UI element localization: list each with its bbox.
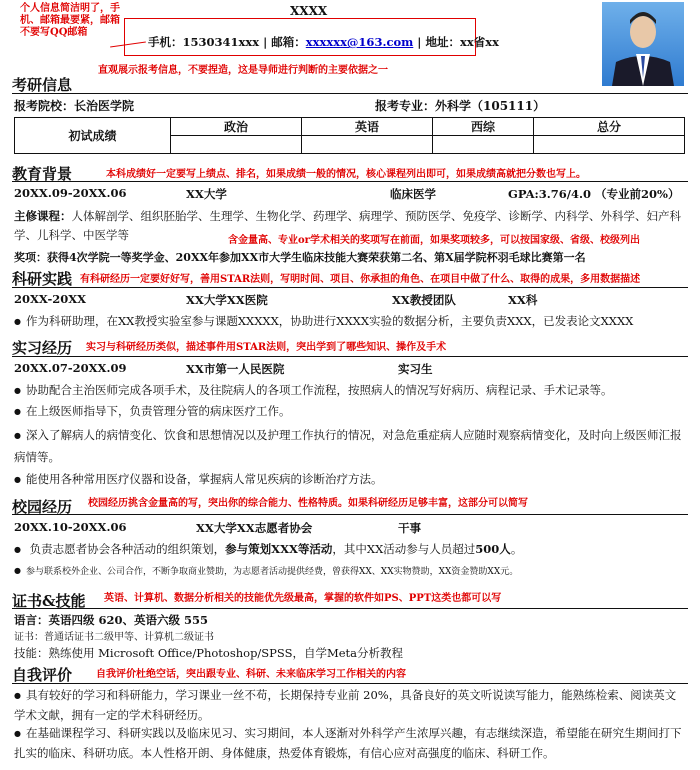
address-label: 地址：: [425, 35, 460, 49]
grades-table: [14, 117, 685, 154]
internship-note: 实习与科研经历类似，描述事件用STAR法则，突出学到了哪些知识、操作及手术: [86, 342, 447, 353]
courses-label: 主修课程：: [14, 209, 72, 223]
score-total: [534, 136, 685, 154]
candidate-name: XXXX: [290, 4, 328, 18]
score-politics: [171, 136, 302, 154]
evaluation-section-title: 自我评价: [12, 666, 73, 684]
campus-period: 20XX.10-20XX.06: [14, 520, 127, 534]
skills-rule: [12, 608, 688, 609]
intern-item-2: ● 在上级医师指导下，负责管理分管的病床医疗工作。: [14, 403, 290, 419]
exam-rule: [12, 93, 688, 94]
contact-line: 手机：1530341xxx | 邮箱：xxxxxx@163.com | 地址：xx省xx: [148, 35, 499, 49]
intern-item-4: ● 能使用各种常用医疗仪器和设备，掌握病人常见疾病的诊断治疗方法。: [14, 471, 382, 487]
email-label: 邮箱：: [271, 35, 306, 49]
campus-item-1: [14, 541, 522, 557]
exam-major: 报考专业：外科学（105111）: [375, 99, 546, 113]
score-english: [302, 136, 433, 154]
skills-cert: 证书：普通话证书二级甲等、计算机二级证书: [14, 632, 214, 643]
internship-rule: [12, 356, 688, 357]
intern-role: 实习生: [398, 362, 433, 376]
education-rule: [12, 181, 688, 182]
campus-rule: [12, 514, 688, 515]
research-note: 有科研经历一定要好好写，善用STAR法则，写明时间、项目、你承担的角色、在项目中做了什么、取得的成果，多用数据描述: [80, 274, 641, 285]
subject-comprehensive: 西综: [433, 118, 534, 136]
intern-item-3: ● 深入了解病人的病情变化、饮食和思想情况以及护理工作执行的情况，对急危重症病人应随时观察病情变化，及时向上级医师汇报病情等。: [14, 425, 686, 467]
email-link[interactable]: xxxxxx@163.com: [305, 35, 414, 49]
edu-awards: 奖项：获得4次学院一等奖学金、20XX年参加XX市大学生临床技能大赛荣获第二名、第X届学院杯羽毛球比赛第一名: [14, 251, 586, 264]
subject-english: 英语: [302, 118, 433, 136]
skills-language: 语言：英语四级 620、英语六级 555: [14, 613, 209, 627]
profile-photo: [602, 2, 684, 86]
courses-list: 人体解剖学、组织胚胎学、生理学、生物化学、药理学、病理学、预防医学、免疫学、诊断学、内科学、外科学、妇产科学、儿科学、中医学等: [14, 209, 681, 242]
intern-org: XX市第一人民医院: [186, 362, 285, 376]
research-rule: [12, 287, 688, 288]
skills-tech: 技能：熟练使用 Microsoft Office/Photoshop/SPSS，自学Meta分析教程: [14, 646, 404, 660]
intern-period: 20XX.07-20XX.09: [14, 361, 127, 375]
campus-item-1c: ，其中XX活动参与人员超过: [332, 542, 476, 556]
edu-major: 临床医学: [390, 187, 436, 201]
evaluation-item-2: ● 在基础课程学习、科研实践以及临床见习、实习期间，本人逐渐对外科学产生浓厚兴趣，有志继续深造，希望能在研究生期间打下扎实的临床、科研功底。本人性格开朗、身体健康，热爱体育锻炼，有信心应对高强度的临床、科研工作。: [14, 724, 686, 762]
campus-org: XX大学XX志愿者协会: [196, 521, 313, 535]
exam-section-title: 考研信息: [12, 76, 73, 94]
skills-section-title: 证书&技能: [12, 592, 86, 610]
research-section-title: 科研实践: [12, 270, 73, 288]
score-comprehensive: [433, 136, 534, 154]
research-period: 20XX-20XX: [14, 292, 87, 306]
campus-role: 干事: [398, 521, 421, 535]
evaluation-note: 自我评价杜绝空话，突出跟专业、科研、未来临床学习工作相关的内容: [96, 669, 406, 680]
subject-politics: 政治: [171, 118, 302, 136]
phone-label: 手机：: [148, 35, 183, 49]
exam-school: 报考院校：长治医学院: [14, 99, 135, 113]
evaluation-item-1: ● 具有较好的学习和科研能力，学习课业一丝不苟，长期保持专业前 20%，具备良好的英文听说读写能力，能熟练检索、阅读英文学术文献，拥有一定的学术科研经历。: [14, 686, 686, 724]
research-team: XX教授团队: [392, 293, 456, 307]
edu-period: 20XX.09-20XX.06: [14, 186, 127, 200]
research-dept: XX科: [508, 293, 538, 307]
campus-section-title: 校园经历: [12, 498, 73, 516]
evaluation-rule: [12, 683, 688, 684]
skills-note: 英语、计算机、数据分析相关的技能优先级最高，掌握的软件如PS、PPT这类也都可以写: [104, 593, 502, 604]
phone-value: 1530341xxx: [182, 35, 260, 49]
campus-item-2: ● 参与联系校外企业、公司合作，不断争取商业赞助，为志愿者活动提供经费，曾获得XX、XX实物赞助，XX资金赞助XX元。: [14, 564, 518, 577]
grades-label: 初试成绩: [15, 118, 171, 154]
campus-note: 校园经历挑含金量高的写，突出你的综合能力、性格特质。如果科研经历足够丰富，这部分可以简写: [88, 498, 528, 509]
campus-item-1a: 负责志愿者协会各种活动的组织策划，: [29, 542, 226, 556]
intern-item-1: ● 协助配合主治医师完成各项手术，及往院病人的各项工作流程，按照病人的情况写好病历、病程记录、手术记录等。: [14, 382, 612, 398]
education-section-title: 教育背景: [12, 165, 73, 183]
campus-item-1b: 参与策划XXX等活动: [225, 542, 333, 556]
address-value: xx省xx: [460, 35, 499, 49]
personal-info-note: 个人信息简洁明了，手机、邮箱最要紧，邮箱不要写QQ邮箱: [20, 3, 120, 38]
research-org: XX大学XX医院: [186, 293, 268, 307]
courses-note: 含金量高、专业or学术相关的奖项写在前面，如果奖项较多，可以按国家级、省级、校级列出: [228, 235, 640, 246]
research-item: ● 作为科研助理，在XX教授实验室参与课题XXXXX，协助进行XXXX实验的数据分析，主要负责XXX，已发表论文XXXX: [14, 313, 633, 329]
campus-item-1d: 500人: [475, 542, 511, 556]
internship-section-title: 实习经历: [12, 339, 73, 357]
campus-item-1e: 。: [510, 542, 523, 556]
subject-total: 总分: [534, 118, 685, 136]
edu-gpa: GPA:3.76/4.0 （专业前20%）: [508, 187, 680, 201]
exam-note: 直观展示报考信息，不要捏造，这是导师进行判断的主要依据之一: [98, 65, 388, 76]
education-note: 本科成绩好一定要写上绩点、排名，如果成绩一般的情况，核心课程列出即可，如果成绩高就把分数也写上。: [106, 169, 586, 180]
edu-school: XX大学: [186, 187, 227, 201]
